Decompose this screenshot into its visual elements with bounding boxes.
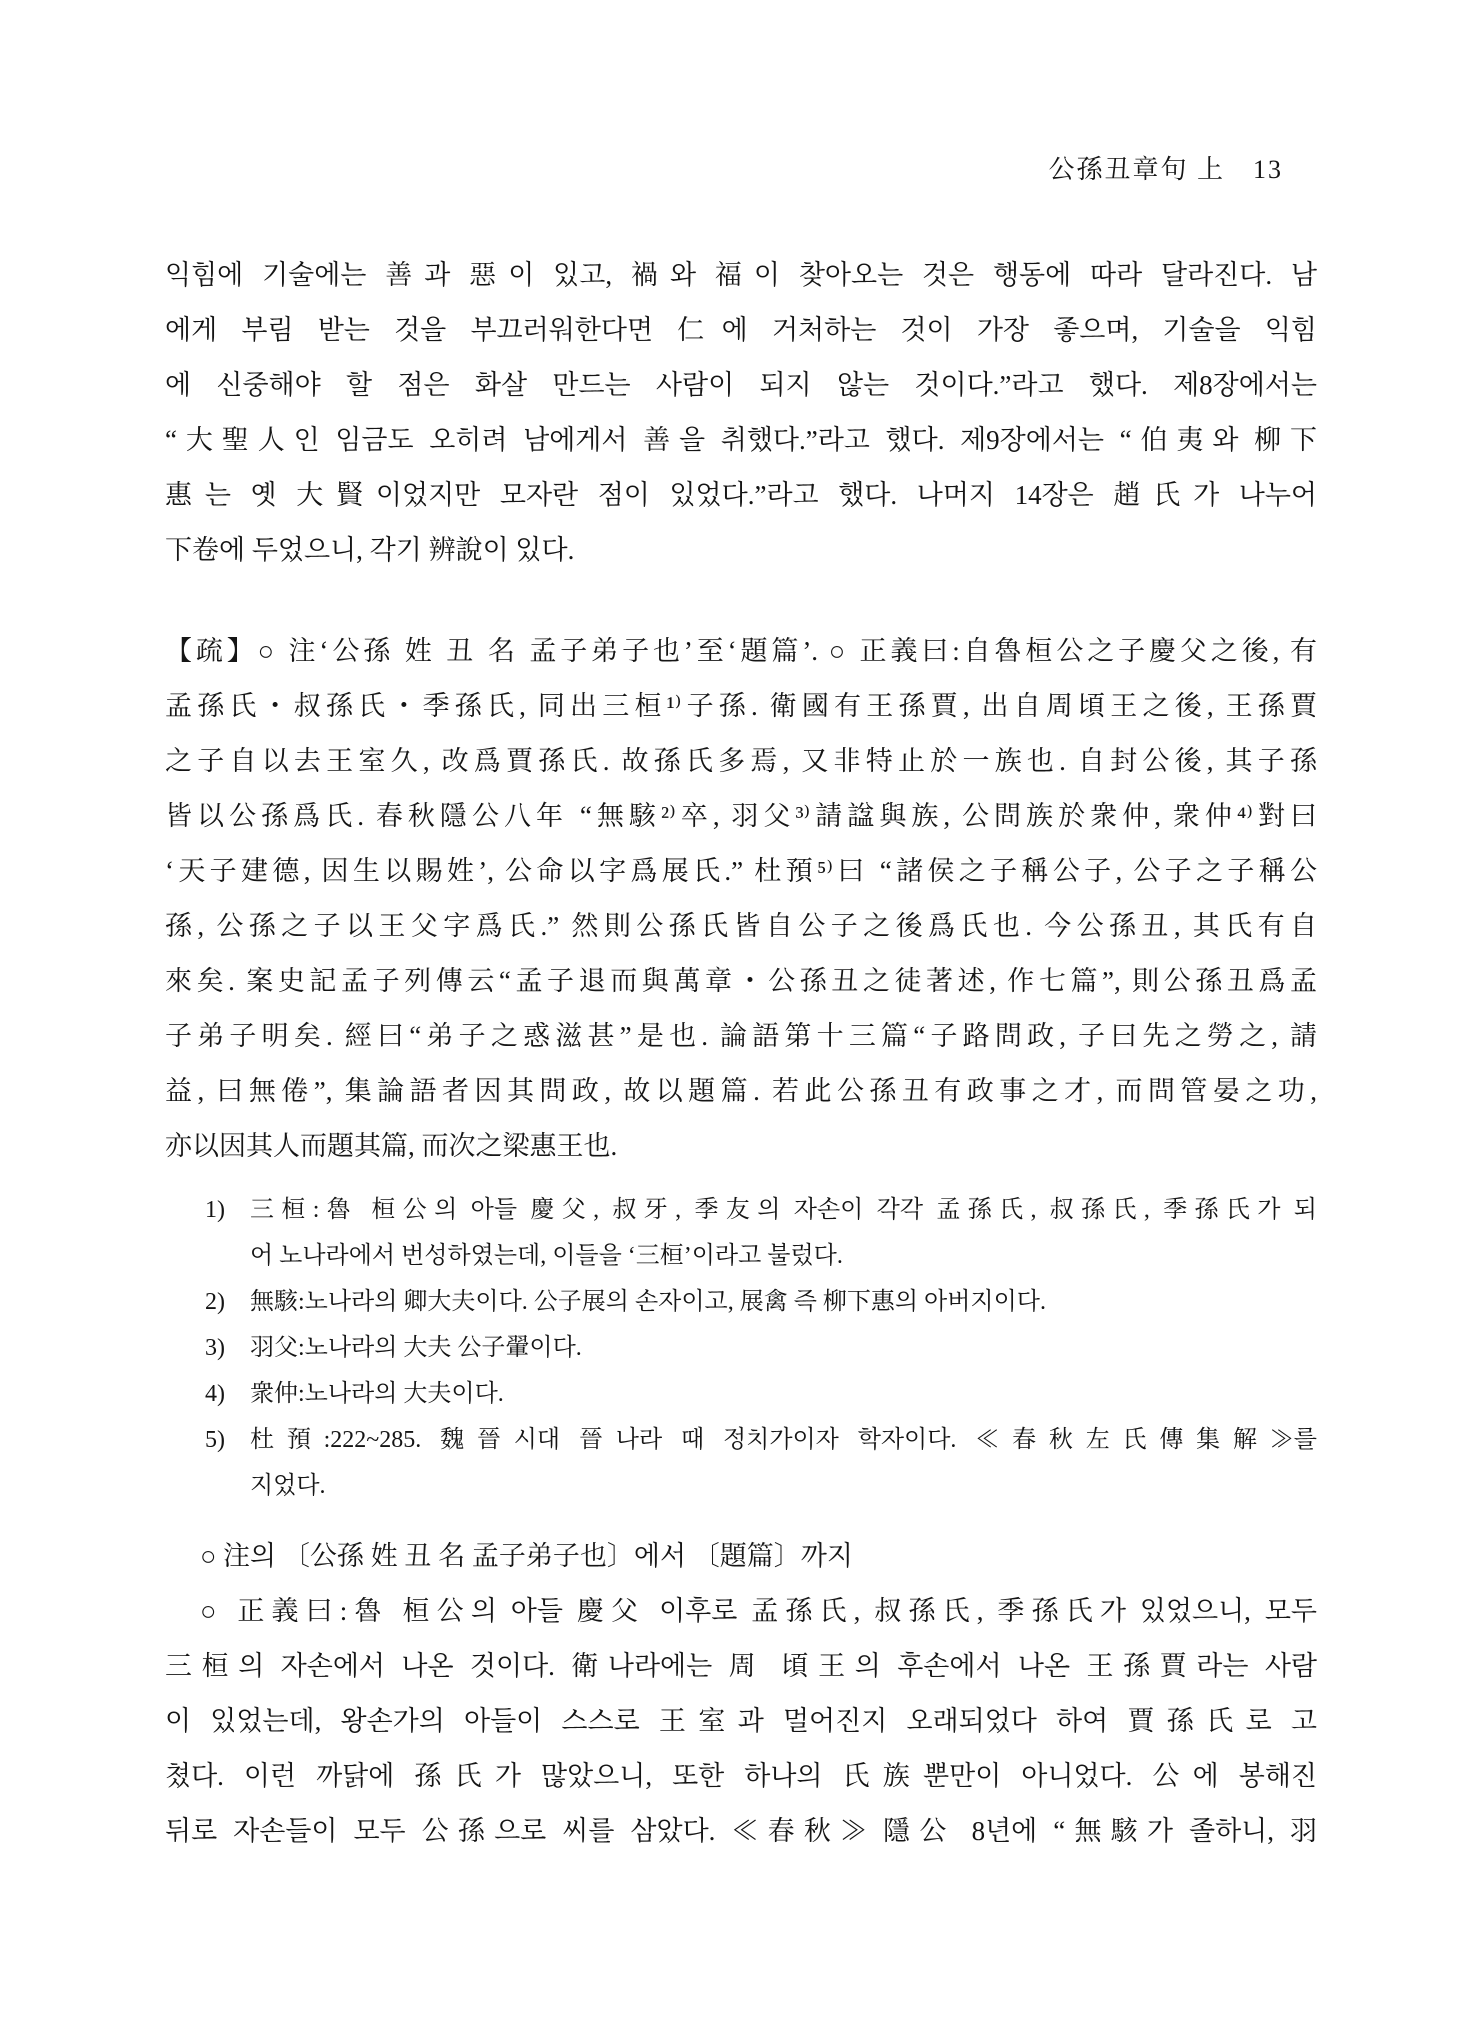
footnotes-section (165, 1187, 1317, 1509)
text-line: 뒤로 자손들이 모두 公孫으로 씨를 삼았다. ≪春秋≫ 隱公 8년에 “無駭가 졸하니, 羽 (165, 1816, 1317, 1846)
text-line: ○ 正義曰:魯 桓公의 아들 慶父 이후로 孟孫氏, 叔孫氏, 季孫氏가 있었으니, 모두 (200, 1596, 1317, 1626)
footnote-line: 三桓:魯 桓公의 아들 慶父, 叔牙, 季友의 자손이 각각 孟孫氏, 叔孫氏, 季孫氏가 되 (250, 1197, 1317, 1223)
text-line: 익힘에 기술에는 善과 惡이 있고, 禍와 福이 찾아오는 것은 행동에 따라 달라진다. 남 (165, 260, 1317, 290)
so-commentary-paragraph (165, 624, 1317, 1174)
footnote-body (250, 1371, 1317, 1417)
text-line: 三桓의 자손에서 나온 것이다. 衛나라에는 周 頃王의 후손에서 나온 王孫賈라는 사람 (165, 1651, 1317, 1681)
footnote-line: 無駭:노나라의 卿大夫이다. 公子展의 손자이고, 展禽 즉 柳下惠의 아버지이다. (250, 1289, 1046, 1315)
footnote-marker: 1) (205, 1197, 225, 1223)
page-number: 13 (1253, 155, 1283, 184)
text-line: 孫, 公孫之子以王父字爲氏.” 然則公孫氏皆自公子之後爲氏也. 今公孫丑, 其氏有自 (165, 911, 1317, 941)
text-line: 皆以公孫爲氏. 春秋隱公八年 “無駭²⁾卒, 羽父³⁾請諡與族, 公問族於衆仲, 衆仲⁴⁾對曰 (165, 801, 1317, 831)
text-line: 惠는 옛 大賢이었지만 모자란 점이 있었다.”라고 했다. 나머지 14장은 趙氏가 나누어 (165, 480, 1317, 510)
footnote-marker: 4) (205, 1381, 225, 1407)
footnote-body (250, 1325, 1317, 1371)
text-line: 【疏】○ 注‘公孫 姓 丑 名 孟子弟子也’至‘題篇’. ○ 正義曰:自魯桓公之子慶父之後, 有 (165, 636, 1317, 666)
footnote-1 (165, 1187, 1317, 1279)
footnote-2 (165, 1279, 1317, 1325)
footnote-body (250, 1279, 1317, 1325)
footnote-line: 지었다. (250, 1473, 326, 1499)
footnote-3 (165, 1325, 1317, 1371)
note-range-paragraph (165, 1529, 1317, 1584)
footnote-line: 어 노나라에서 번성하였는데, 이들을 ‘三桓’이라고 불렀다. (250, 1243, 843, 1269)
text-line: 之子自以去王室久, 改爲賈孫氏. 故孫氏多焉, 又非特止於一族也. 自封公後, 其子孫 (165, 746, 1317, 776)
text-line: 쳤다. 이런 까닭에 孫氏가 많았으니, 또한 하나의 氏族뿐만이 아니었다. 公에 봉해진 (165, 1761, 1317, 1791)
chapter-title: 公孫丑章句 上 (1048, 155, 1225, 184)
footnote-line: 杜預:222~285. 魏晉시대 晉나라 때 정치가이자 학자이다. ≪春秋左氏傳集解≫를 (250, 1427, 1317, 1453)
text-line: 益, 曰無倦”, 集論語者因其問政, 故以題篇. 若此公孫丑有政事之才, 而問管晏之功, (165, 1076, 1317, 1106)
text-line: “大聖人인 임금도 오히려 남에게서 善을 취했다.”라고 했다. 제9장에서는 “伯夷와 柳下 (165, 425, 1317, 455)
text-line: 에 신중해야 할 점은 화살 만드는 사람이 되지 않는 것이다.”라고 했다. 제8장에서는 (165, 370, 1317, 400)
text-line: 孟孫氏・叔孫氏・季孫氏, 同出三桓¹⁾子孫. 衛國有王孫賈, 出自周頃王之後, 王孫賈 (165, 691, 1317, 721)
page-content (165, 0, 1317, 1859)
footnote-4 (165, 1371, 1317, 1417)
footnote-line: 衆仲:노나라의 大夫이다. (250, 1381, 504, 1407)
footnote-5 (165, 1417, 1317, 1509)
text-line: 에게 부림 받는 것을 부끄러워한다면 仁에 거처하는 것이 가장 좋으며, 기술을 익힘 (165, 315, 1317, 345)
text-line: 子弟子明矣. 經曰“弟子之惑滋甚”是也. 論語第十三篇“子路問政, 子曰先之勞之, 請 (165, 1021, 1317, 1051)
footnote-marker: 2) (205, 1289, 225, 1315)
footnote-marker: 3) (205, 1335, 225, 1361)
text-line: 來矣. 案史記孟子列傳云“孟子退而與萬章・公孫丑之徒著述, 作七篇”, 則公孫丑爲孟 (165, 966, 1317, 996)
jeongui-translation-paragraph (165, 1584, 1317, 1859)
footnote-line: 羽父:노나라의 大夫 公子翬이다. (250, 1335, 582, 1361)
text-line: 亦以因其人而題其篇, 而次之梁惠王也. (165, 1131, 618, 1161)
text-line: ‘天子建德, 因生以賜姓’, 公命以字爲展氏.” 杜預⁵⁾曰 “諸侯之子稱公子, 公子之子稱公 (165, 856, 1317, 886)
text-line: 下卷에 두었으니, 각기 辨說이 있다. (165, 535, 575, 565)
footnote-marker: 5) (205, 1427, 225, 1453)
text-line: 이 있었는데, 왕손가의 아들이 스스로 王室과 멀어진지 오래되었다 하여 賈孫氏로 고 (165, 1706, 1317, 1736)
footnote-body (250, 1187, 1317, 1279)
footnote-body (250, 1417, 1317, 1509)
text-line: ○ 注의 〔公孫 姓 丑 名 孟子弟子也〕에서 〔題篇〕까지 (200, 1541, 853, 1571)
translation-paragraph (165, 248, 1317, 578)
